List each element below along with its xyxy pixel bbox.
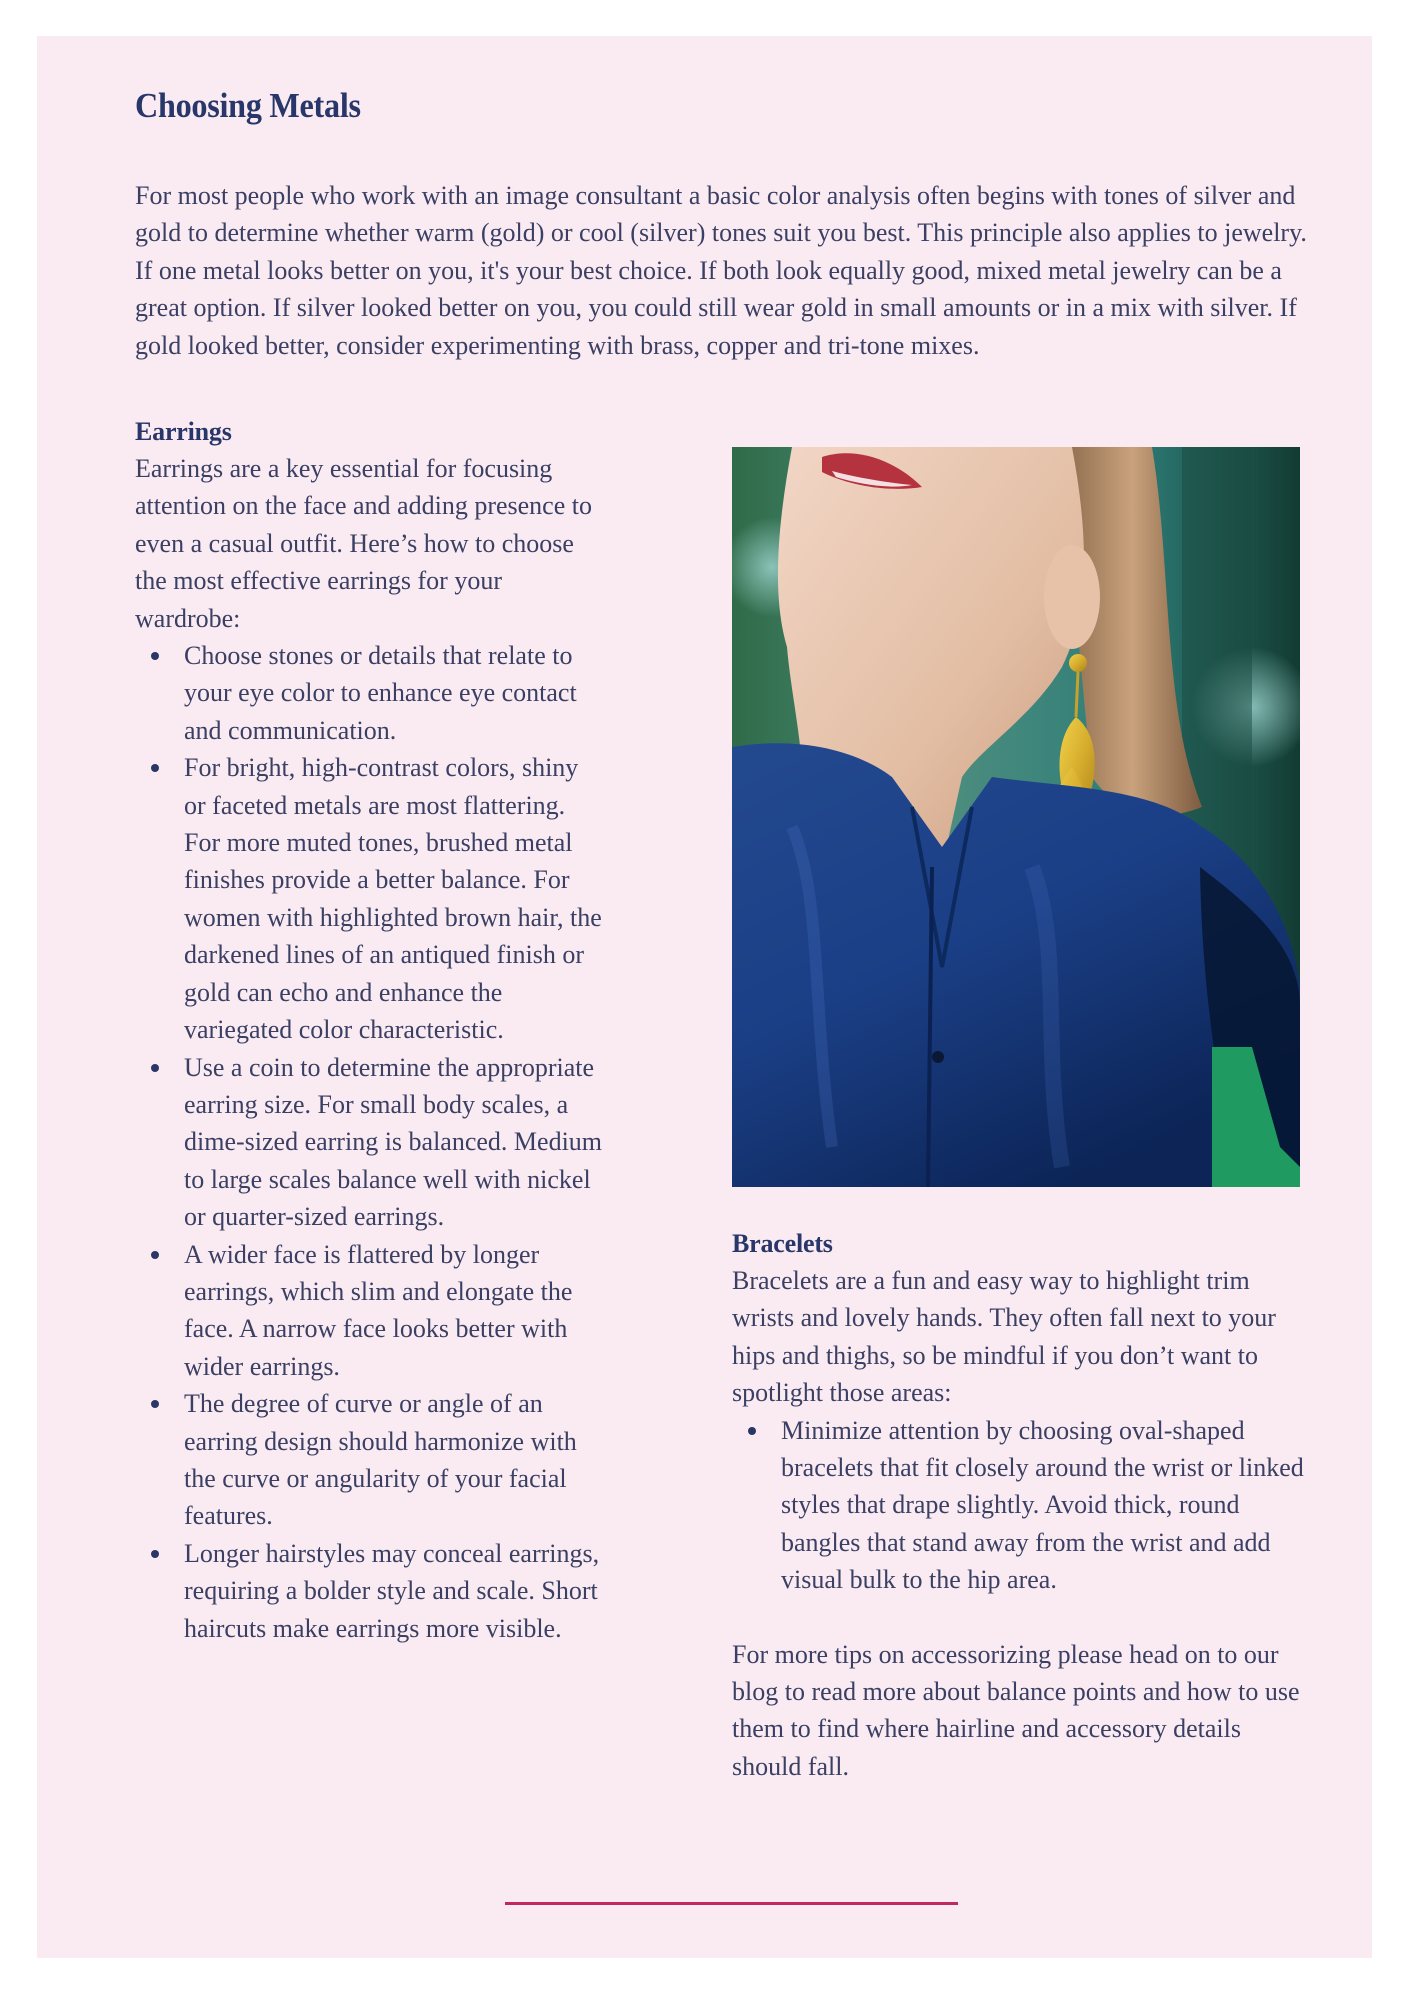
earrings-section (135, 414, 605, 1647)
photo-illustration (732, 447, 1300, 1187)
bullet-icon (151, 1400, 159, 1408)
intro-paragraph: For most people who work with an image consultant a basic color analysis often begins with tones of silver and gold to determine whether warm (gold) or cool (silver) tones suit you best. This principle also applies to jewelry. If one metal looks better on you, it's your best choice. If both look equally good, mixed metal jewelry can be a great option. If silver looked better on you, you could still wear gold in small amounts or in a mix with silver. If gold looked better, consider experimenting with brass, copper and tri-tone mixes. (135, 181, 1307, 360)
list-item-text: Use a coin to determine the appropriate earring size. For small body scales, a dime-sized earring is balanced. Medium to large scales balance well with nickel or quarter-sized earrings. (184, 1052, 603, 1232)
page-title: Choosing Metals (135, 86, 361, 125)
list-item-text: For bright, high-contrast colors, shiny or faceted metals are most flattering. For more muted tones, brushed metal finishes provide a better balance. For women with highlighted brown hair, the darkened lines of an antiqued finish or gold can echo and enhance the variegated color characteristic. (184, 753, 602, 1045)
bullet-icon (151, 1251, 159, 1259)
bullet-icon (748, 1427, 756, 1435)
button-shape (932, 1051, 944, 1063)
bracelets-lead: Bracelets are a fun and easy way to highlight trim wrists and lovely hands. They often fall next to your hips and thighs, so be mindful if you don’t want to spotlight those areas: (732, 1266, 1276, 1408)
earring-photo (732, 447, 1300, 1187)
bracelets-section (732, 1226, 1312, 1785)
earrings-heading: Earrings (135, 417, 232, 446)
earrings-lead: Earrings are a key essential for focusing attention on the face and adding presence to even a casual outfit. Here’s how to choose the most effective earrings for your wardrobe: (135, 454, 592, 633)
list-item-text: The degree of curve or angle of an earring design should harmonize with the curve or angularity of your facial features. (184, 1389, 577, 1531)
list-item (184, 1236, 605, 1386)
list-item-text: A wider face is flattered by longer earrings, which slim and elongate the face. A narrow face looks better with wider earrings. (184, 1239, 573, 1381)
closing-paragraph: For more tips on accessorizing please head on to our blog to read more about balance points and how to use them to find where hairline and accessory details should fall. (732, 1639, 1300, 1781)
bullet-icon (151, 1550, 159, 1558)
list-item-text: Longer hairstyles may conceal earrings, requiring a bolder style and scale. Short haircuts make earrings more visible. (184, 1538, 600, 1643)
list-item (781, 1412, 1312, 1599)
bracelets-bullet-list (732, 1412, 1312, 1599)
earring-stud (1069, 654, 1087, 672)
bullet-icon (151, 652, 159, 660)
list-item (184, 749, 605, 1048)
list-item (184, 1535, 605, 1647)
ear-shape (1044, 545, 1100, 649)
list-item (184, 637, 605, 749)
bracelets-heading: Bracelets (732, 1229, 833, 1258)
accent-divider (505, 1902, 958, 1905)
list-item (184, 1385, 605, 1535)
earrings-bullet-list (135, 637, 605, 1647)
bullet-icon (151, 1064, 159, 1072)
list-item-text: Minimize attention by choosing oval-shaped bracelets that fit closely around the wrist or linked styles that drape slightly. Avoid thick, round bangles that stand away from the wrist and add visual bulk to the hip area. (781, 1415, 1304, 1595)
bullet-icon (151, 764, 159, 772)
list-item (184, 1049, 605, 1236)
list-item-text: Choose stones or details that relate to your eye color to enhance eye contact and communication. (184, 641, 577, 745)
